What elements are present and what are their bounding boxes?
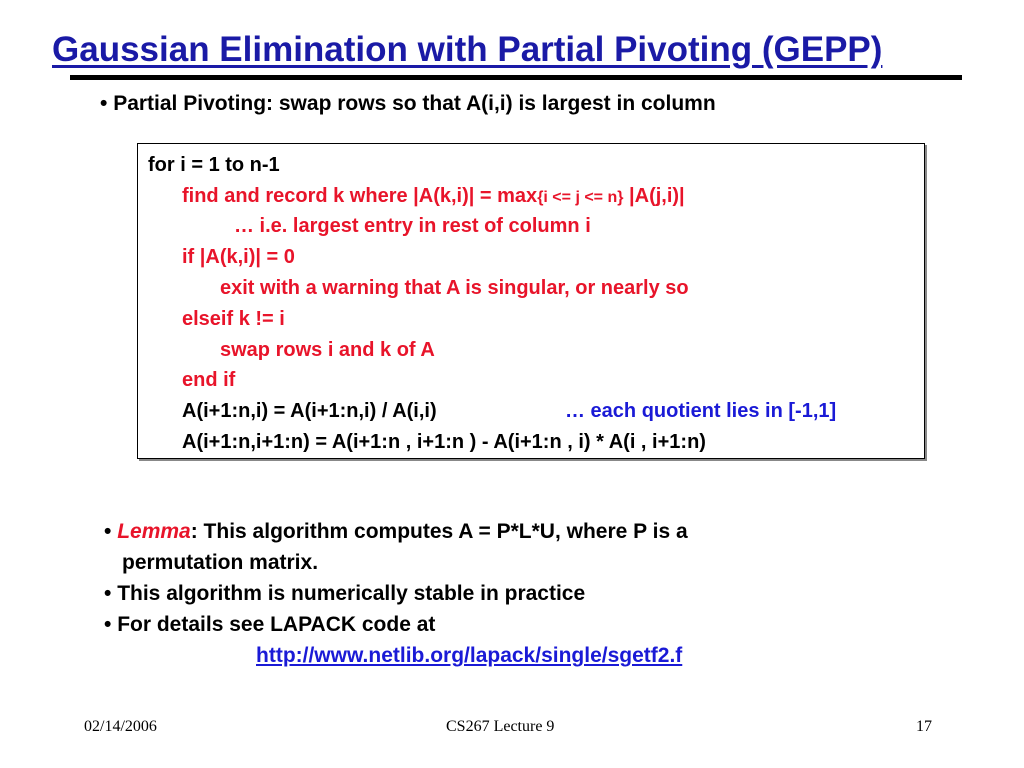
stability-text: This algorithm is numerically stable in practice bbox=[117, 582, 586, 605]
code-line-1: for i = 1 to n-1 bbox=[148, 154, 280, 176]
bullet-dot: • bbox=[100, 92, 114, 115]
code-line-4: if |A(k,i)| = 0 bbox=[182, 246, 295, 268]
lemma-bullet bbox=[104, 520, 688, 544]
algorithm-box bbox=[137, 143, 925, 459]
code-line-6: elseif k != i bbox=[182, 308, 285, 330]
code-line-9: A(i+1:n,i) = A(i+1:n,i) / A(i,i) bbox=[182, 400, 437, 422]
bullet-dot: • bbox=[104, 613, 118, 636]
code-line-10: A(i+1:n,i+1:n) = A(i+1:n , i+1:n ) - A(i+1:n , i) * A(i , i+1:n) bbox=[182, 431, 706, 453]
footer-course: CS267 Lecture 9 bbox=[446, 718, 555, 735]
footer-page-number: 17 bbox=[916, 718, 932, 735]
bullet-dot: • bbox=[104, 520, 118, 543]
details-text: For details see LAPACK code at bbox=[117, 613, 436, 636]
code-line-9-comment: … each quotient lies in [-1,1] bbox=[565, 400, 837, 422]
title-divider bbox=[70, 75, 962, 80]
code-line-2-subscript: {i <= j <= n} bbox=[537, 189, 624, 206]
lemma-continuation: permutation matrix. bbox=[122, 551, 319, 574]
slide-title: Gaussian Elimination with Partial Pivoting (GEPP) bbox=[52, 30, 883, 69]
stability-bullet bbox=[104, 582, 585, 606]
code-line-2 bbox=[182, 185, 685, 208]
intro-bullet bbox=[100, 92, 716, 116]
intro-bullet-text: Partial Pivoting: swap rows so that A(i,i) is largest in column bbox=[113, 92, 716, 115]
code-line-2-main: find and record k where |A(k,i)| = max bbox=[182, 185, 538, 207]
code-line-3: … i.e. largest entry in rest of column i bbox=[234, 215, 591, 237]
code-line-5: exit with a warning that A is singular, or nearly so bbox=[220, 277, 689, 299]
code-line-7: swap rows i and k of A bbox=[220, 339, 435, 361]
lemma-word: Lemma bbox=[117, 520, 191, 543]
footer-date: 02/14/2006 bbox=[84, 718, 157, 735]
lemma-text: : This algorithm computes A = P*L*U, where P is a bbox=[190, 520, 688, 543]
lapack-link[interactable]: http://www.netlib.org/lapack/single/sgetf2.f bbox=[256, 644, 683, 667]
code-line-8: end if bbox=[182, 369, 236, 391]
details-bullet bbox=[104, 613, 435, 637]
bullet-dot: • bbox=[104, 582, 118, 605]
code-line-2-tail: |A(j,i)| bbox=[623, 185, 685, 207]
